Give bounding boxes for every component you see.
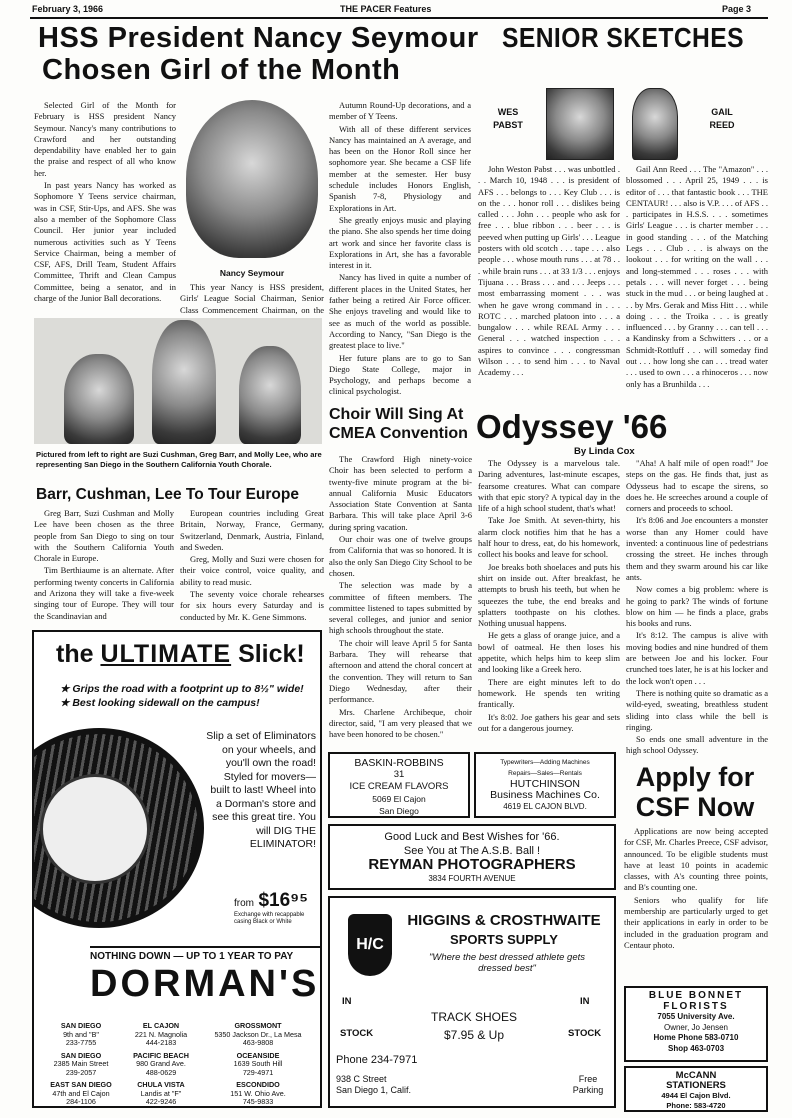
paragraph: The selection was made by a committee of fifteen members. The committee listened to tapes submitted by several colleges, and junior and senior high schools throughout the state. — [329, 580, 472, 636]
paragraph: It's 8:12. The campus is alive with moving bodies and nine hundred of them are between Joe and his locker. Four crunched toes later, he is at his locker and the lock won't open . . . — [626, 630, 768, 686]
higgins-address — [336, 1074, 411, 1096]
store-phone: 284-1106 — [66, 1097, 96, 1106]
photo-caption: Nancy Seymour — [219, 268, 285, 278]
mccann-ad — [624, 1066, 768, 1112]
name-label: REED — [709, 120, 735, 130]
ad-line: 3834 FOURTH AVENUE — [428, 874, 516, 883]
odyssey-title: Odyssey '66 — [476, 408, 668, 445]
wes-sketch — [478, 164, 620, 380]
slick-post: Slick! — [238, 640, 305, 668]
stock-label: STOCK — [568, 1028, 602, 1039]
baskin-ad — [328, 752, 470, 818]
store-city: EL CAJON — [142, 1021, 180, 1030]
chorale-caption: Pictured from left to right are Suzi Cushman, Greg Barr, and Molly Lee, who are representing San Diego in the Southern California Youth Chorale. — [36, 450, 322, 469]
store-address: 5350 Jackson Dr., La Mesa — [214, 1029, 302, 1039]
stock-label: STOCK — [340, 1028, 374, 1039]
paragraph: Her future plans are to go to San Diego State College, major in Psychology, and perhaps become a clinical psychologist. — [329, 352, 471, 397]
headline-line-2: Chosen Girl of the Month — [42, 54, 401, 86]
paragraph: European countries including Great Britain, Norway, France, Germany, Switzerland, Denmark, Austria, Finland, and Sweden. — [180, 508, 324, 552]
photo-person — [152, 320, 216, 444]
ad-line: BASKIN-ROBBINS — [354, 757, 444, 769]
headline-line-1: HSS President Nancy Seymour — [38, 22, 479, 54]
nothing-down: NOTHING DOWN — UP TO 1 YEAR TO PAY — [90, 946, 320, 962]
higgins-ad — [328, 896, 616, 1108]
paragraph: The choir will leave April 5 for Santa Barbara. They will rehearse that afternoon and attend the choral concert at the convention. They will return to San Diego Wednesday, after their performance. — [329, 637, 472, 705]
higgins-sub: SPORTS SUPPLY — [450, 932, 558, 947]
store — [120, 1022, 202, 1048]
store-address: Landis at "F" — [140, 1088, 182, 1098]
ad-line: 4944 El Cajon Blvd. — [661, 1091, 731, 1100]
store — [202, 1052, 314, 1078]
store-phone: 745-9833 — [242, 1097, 274, 1106]
slick-pre: the — [56, 640, 94, 668]
paragraph: Now comes a big problem: where is he going to park? The winds of fortune blow on him — he finds a place, grabs his books and runs. — [626, 584, 768, 629]
bullet: ★ Grips the road with a footprint up to 8½" wide! — [60, 683, 304, 695]
europe-headline: Barr, Cushman, Lee To Tour Europe — [36, 486, 299, 503]
store-address: 151 W. Ohio Ave. — [230, 1088, 286, 1098]
photo-person — [64, 354, 134, 444]
store-city: PACIFIC BEACH — [133, 1050, 189, 1060]
issue-date: February 3, 1966 — [32, 4, 104, 14]
europe-col2 — [180, 508, 324, 624]
store — [42, 1081, 120, 1107]
ad-line: Owner, Jo Jensen — [663, 1022, 729, 1032]
free-parking — [566, 1074, 610, 1096]
paragraph: Selected Girl of the Month for February is HSS president Nancy Seymour. Nancy's many contributions to Crawford and her outstanding dependability have enabled her to gain the praise and respect of all who know her. — [34, 100, 176, 178]
paragraph: Autumn Round-Up decorations, and a member of Y Teens. — [329, 100, 471, 122]
ad-line: McCANN — [675, 1070, 717, 1081]
store — [120, 1081, 202, 1107]
odyssey-col1 — [478, 458, 620, 735]
ad-bullets — [60, 682, 310, 710]
store-city: SAN DIEGO — [60, 1021, 102, 1030]
dormans-brand: DORMAN'S — [90, 963, 320, 1005]
paragraph: Our choir was one of twelve groups from California that was so honored. It is also the only San Diego City School to be chosen. — [329, 534, 472, 578]
slick-word: ULTIMATE — [100, 640, 232, 668]
paragraph: Tim Berthiaume is an alternate. After performing twenty concerts in California and Arizona they will take a five-week singing tour of Europe. They will tour the Scandinavian and — [34, 565, 174, 621]
ad-line: ICE CREAM FLAVORS — [349, 781, 449, 792]
store — [202, 1081, 314, 1107]
higgins-tagline: "Where the best dressed athlete gets dressed best" — [429, 952, 585, 974]
store — [42, 1052, 120, 1078]
in-label: IN — [342, 996, 352, 1007]
header-rule — [30, 17, 768, 19]
nancy-col3 — [329, 100, 471, 399]
paragraph: Joe breaks both shoelaces and puts his shirt on inside out. After breakfast, he attempts to brush his teeth, but when he squeezes the tube, the end breaks and splatters toothpaste on his clothes. Nothing unusual happens. — [478, 561, 620, 629]
headline — [38, 22, 488, 86]
section-title: THE PACER Features — [340, 4, 432, 14]
nancy-col1 — [34, 100, 176, 305]
store-phone: 422-9246 — [145, 1097, 177, 1106]
store — [120, 1052, 202, 1078]
paragraph: The seventy voice chorale rehearses for six hours every Saturday and is conducted by Mr. K. Gene Simmons. — [180, 589, 324, 622]
address-line: San Diego 1, Calif. — [336, 1085, 412, 1095]
hutchinson-ad — [474, 752, 616, 818]
store-city: ESCONDIDO — [236, 1080, 280, 1089]
csf-title-line: CSF Now — [635, 792, 755, 822]
paragraph: Nancy has lived in quite a number of different places in the United States, her father being a retired Air Force officer. She enjoys traveling and would like to see as much of the world as possible. According to Nancy, "San Diego is the greatest place to live." — [329, 272, 471, 351]
wes-photo — [546, 88, 614, 160]
store-city: SAN DIEGO — [60, 1050, 102, 1060]
ad-price — [234, 890, 318, 926]
paragraph: Take Joe Smith. At seven-thirty, his alarm clock notifies him that he has a half hour to dress, eat, do his homework, collect his books and leave for school. — [478, 515, 620, 560]
paragraph: John Weston Pabst . . . was unbottled . . . March 10, 1948 . . . is president of AFS . . . belongs to . . . Key Club . . . is on the . . . honor roll . . . dislikes being called . . . John . . . people who ask for free . . . blue ribbon . . . beer . . . is peeved when putting up Girls' . . . League posters with old scotch . . . tape . . . also people . . . whose mouth runs . . . at 78 . . . while brain runs . . . at 33 1/3 . . . enjoys Tijuana . . . Brass . . . and . . . Jeeps . . . most embarrassing moment . . . was when he gave wrong command in . . . ROTC . . . marched platoon into . . . a bungalow . . . while REAL Army . . . General . . . watched inspection . . . aspires to convince . . . congressman Wilson . . . to send him . . . to Naval Academy . . . — [478, 164, 620, 378]
store-phone: 729-4971 — [242, 1067, 274, 1077]
csf-title — [622, 762, 768, 822]
store-phone: 488-0629 — [145, 1067, 177, 1077]
odyssey-col2 — [626, 458, 768, 758]
hc-shield-logo: H/C — [348, 914, 392, 976]
tire-image — [32, 728, 204, 928]
paragraph: This year Nancy is HSS president, Girls' League Social Chairman, Senior Class Commencement Chairman, on the — [180, 282, 324, 315]
ad-line: Business Machines Co. — [490, 789, 600, 801]
name-label: PABST — [493, 120, 523, 130]
paragraph: There are eight minutes left to do homework. He spends ten writing frantically. — [478, 676, 620, 710]
higgins-phone: Phone 234-7971 — [336, 1054, 418, 1066]
higgins-name: HIGGINS & CROSTHWAITE — [407, 912, 601, 929]
reyman-ad — [328, 824, 616, 890]
store — [42, 1022, 120, 1048]
shoe-price: $7.95 & Up — [443, 1028, 505, 1042]
ad-line: 4619 EL CAJON BLVD. — [503, 802, 587, 811]
price-from: from — [234, 898, 254, 909]
bluebonnet-ad — [624, 986, 768, 1062]
paragraph: With all of these different services Nancy has maintained an A average, and has been on the Honor Roll since her sophomore year. She became a CSF life member at the semester. Her busy schedule includes Honors English, Spanish 7-8, Physiology and Explorations in Art. — [329, 123, 471, 213]
chorale-photo — [34, 318, 322, 444]
choir-headline: Choir Will Sing At CMEA Convention — [329, 406, 468, 442]
free-parking-line: Free — [578, 1074, 598, 1084]
paragraph: Gail Ann Reed . . . The "Amazon" . . . blossomed . . . April 25, 1949 . . . is editor of . . . that fantastic book . . . THE CENTAUR! . . . also is V.P. . . . of AFS . . . participates in H.S.S. . . . sometimes Girls' League . . . is charter member . . . in good standing . . . of the Matching Legs . . . Club . . . is always on the lookout . . . for writing on the wall . . . and long-stemmed . . . roses . . . with petals . . . will never forget . . . being stuck in the mud . . . or being laughed at . . . by Mrs. Gerak and Miss Hitt . . . while doing . . . the Troika . . . is greatly influenced . . . by Granny . . . can tell . . . a Kandinsky from a Schwitters . . . or a Schmidt-Rottluff . . . will someday find out . . . how long she can . . . tread water . . . used to own . . . a rhinoceros . . . now only has a Brunhilda . . . — [626, 164, 768, 389]
csf-title-line: Apply for — [635, 762, 755, 792]
store-phone: 444-2183 — [145, 1038, 177, 1047]
odyssey-byline: By Linda Cox — [574, 446, 635, 457]
ad-line: 7055 University Ave. — [657, 1012, 735, 1021]
in-label: IN — [580, 996, 590, 1007]
store-city: CHULA VISTA — [137, 1080, 185, 1089]
ad-line: Repairs—Sales—Rentals — [508, 770, 582, 777]
gail-photo — [632, 88, 678, 160]
paragraph: He gets a glass of orange juice, and a bowl of oatmeal. He then loses his appetite, which helps him to keep slim and looking like a Greek hero. — [478, 630, 620, 675]
ad-line: Good Luck and Best Wishes for '66. — [384, 831, 560, 843]
ad-line: Typewriters—Adding Machines — [500, 759, 590, 766]
store-phone: 463-9808 — [242, 1038, 274, 1047]
page-number: Page 3 — [722, 4, 752, 14]
paragraph: It's 8:06 and Joe encounters a monster worse than any Homer could have invented: a continuous line of pedestrians crossing the street. He inches through them and they swarm around his car like ants. — [626, 515, 768, 582]
paragraph: Mrs. Charlene Archibeque, choir director, said, "I am very pleased that we have been honored to be chosen." — [329, 706, 472, 740]
ad-line: STATIONERS — [666, 1080, 726, 1091]
paragraph: It's 8:02. Joe gathers his gear and sets out for a dangerous journey. — [478, 711, 620, 733]
store-list — [42, 1022, 314, 1107]
store-city: OCEANSIDE — [236, 1050, 280, 1060]
store-address: 2385 Main Street — [53, 1059, 109, 1068]
price-value: $16⁹⁵ — [258, 890, 309, 911]
store-phone: 233-7755 — [65, 1038, 97, 1047]
ad-line: 31 — [393, 769, 405, 780]
gail-name-label — [700, 106, 744, 132]
store-address: 1639 South Hill — [233, 1059, 283, 1068]
store-phone: 239-2057 — [65, 1067, 97, 1077]
wes-name-label — [482, 106, 534, 132]
slick-headline — [56, 640, 305, 669]
bullet-text: Grips the road with a footprint up to 8½" wide! — [72, 683, 304, 695]
store-address: 221 N. Magnolia — [134, 1029, 188, 1039]
store — [202, 1022, 314, 1048]
paragraph: So ends one small adventure in the high school Odyssey. — [626, 734, 768, 756]
ad-line: HUTCHINSON — [510, 778, 580, 790]
ad-line: Shop 463-0703 — [667, 1043, 725, 1053]
dormans-ad — [32, 630, 322, 1108]
ad-line: 5069 El Cajon — [372, 794, 426, 804]
sketches-title: SENIOR SKETCHES — [501, 22, 745, 53]
choir-body — [329, 454, 472, 741]
paragraph: The Odyssey is a marvelous tale. Daring adventures, last-minute escapes, fearsome creatures. What can compare with that epic story? A typical day in the life of a high school student, that's what! — [478, 458, 620, 514]
paragraph: Greg Barr, Suzi Cushman and Molly Lee have been chosen as the three people from San Diego to sing on tour with the Southern California Youth Chorale in Europe. — [34, 508, 174, 564]
ad-pitch: Slip a set of Eliminators on your wheels, and you'll own the road! Styled for movers— built to last! Wheel into a Dorman's store and see this great tire. You will DIG THE ELIMINATOR! — [206, 730, 316, 850]
paragraph: "Aha! A half mile of open road!" Joe steps on the gas. He finds that, just as Odysseus had to escape the sirens, so does he. He screeches around a couple of corners and proceeds to school. — [626, 458, 768, 514]
paragraph: In past years Nancy has worked as Sophomore Y Teens service chairman, was in CSF, Stir-Ups, and AFS. She was also a member of the Sophomore Class Council. Her junior year included numerous activities such as Y Teens Service Chairman, being a member of CSF, AFS, Drill Team, Student Affairs Committee, Thrift and Clean Campus Committee, being a senator, and in charge of the Junior Ball decorations. — [34, 180, 176, 304]
ad-line: Home Phone 583-0710 — [653, 1033, 739, 1042]
ad-line: REYMAN PHOTOGRAPHERS — [368, 856, 576, 873]
paragraph: Seniors who qualify for life membership are particularly urged to get their applications in early in order to be included in the graduation program and Centaur photo. — [624, 894, 768, 950]
store-address: 9th and "B" — [63, 1029, 99, 1039]
paragraph: There is nothing quite so dramatic as a wild-eyed, sweating, breathless student sliding into class while the bell is ringing. — [626, 687, 768, 732]
gail-sketch — [626, 164, 768, 391]
ad-line: See You at The A.S.B. Ball ! — [403, 845, 541, 857]
ad-line: San Diego — [379, 806, 419, 816]
nancy-photo — [186, 100, 318, 258]
csf-body — [624, 826, 768, 952]
free-parking-line: Parking — [572, 1085, 604, 1095]
name-label: GAIL — [711, 107, 733, 117]
paragraph: She greatly enjoys music and playing the piano. She also spends her time doing art work and since her favorite class is Explorations in Art, she has a favorable interest in it. — [329, 214, 471, 271]
name-label: WES — [497, 107, 519, 117]
store-address: 47th and El Cajon — [52, 1088, 110, 1098]
store-address: 980 Grand Ave. — [136, 1059, 186, 1068]
ad-line: Phone: 583-4720 — [666, 1101, 726, 1110]
store-city: GROSSMONT — [234, 1021, 282, 1030]
paragraph: Greg, Molly and Suzi were chosen for their voice control, voice quality, and ability to read music. — [180, 554, 324, 587]
ad-line: BLUE BONNET — [648, 990, 744, 1001]
ad-line: FLORISTS — [663, 1000, 729, 1012]
address-line: 938 C Street — [336, 1074, 387, 1084]
europe-col1 — [34, 508, 174, 623]
paragraph: Applications are now being accepted for CSF, Mr. Charles Preece, CSF advisor, announced. To be eligible students must have at least 10 points in academic classes, with A's counting three points, and B's counting one. — [624, 826, 768, 893]
bullet-text: Best looking sidewall on the campus! — [72, 697, 260, 709]
price-note: Exchange with recappable casing Black or White — [234, 912, 305, 925]
paragraph: The Crawford High ninety-voice Choir has been selected to perform a twenty-five minute program at the bi-annual California Music Educators Association State Convention at Santa Barbara. This will take place April 3-6 during spring vacation. — [329, 454, 472, 532]
tire-hub — [40, 774, 150, 884]
photo-person — [239, 346, 301, 444]
track-shoes: TRACK SHOES — [430, 1010, 517, 1024]
bullet: ★ Best looking sidewall on the campus! — [60, 697, 260, 709]
store-city: EAST SAN DIEGO — [50, 1080, 112, 1089]
